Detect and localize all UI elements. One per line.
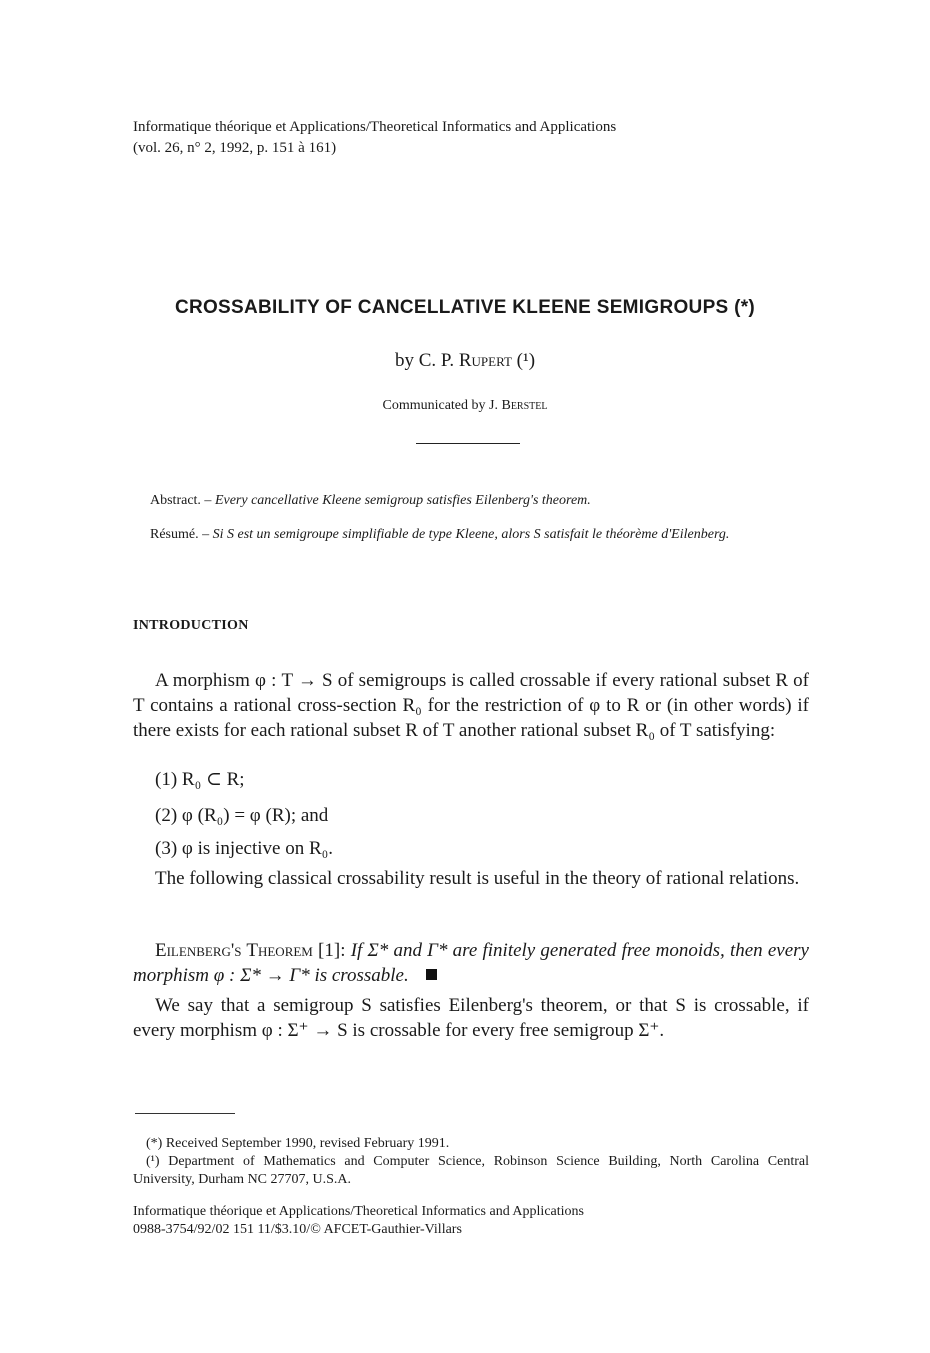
paper-title: CROSSABILITY OF CANCELLATIVE KLEENE SEMIGROUPS (*) — [174, 297, 756, 318]
journal-header — [133, 117, 833, 159]
author-name: Rupert — [458, 350, 512, 371]
resume-text: Si S est un semigroupe simplifiable de type Kleene, alors S satisfait le théorème d'Eilenberg. — [212, 527, 730, 542]
author-note: (¹) — [516, 350, 536, 371]
title-divider — [416, 443, 520, 444]
footnote-2: (¹) Department of Mathematics and Computer Science, Robinson Science Building, North Carolina Central University, Durham NC 27707, U.S.A. — [133, 1154, 809, 1187]
theorem — [133, 938, 809, 988]
paragraph-3: We say that a semigroup S satisfies Eilenberg's theorem, or that S is crossable, if every morphism φ : Σ⁺ → S is crossable for every free semigroup Σ⁺. — [133, 995, 809, 1041]
paragraph-1: A morphism φ : T → S of semigroups is called crossable if every rational subset R of T contains a rational cross-section R₀ for the restriction of φ to R or (in other words) if there exists for each rational subset R of T another rational subset R₀ of T satisfying: — [133, 670, 809, 741]
author-prefix: by C. P. — [394, 350, 455, 371]
paragraph-2: The following classical crossability result is useful in the theory of rational relations. — [155, 868, 800, 889]
communicated-prefix: Communicated by J. — [382, 398, 498, 413]
footnote-divider — [135, 1113, 235, 1114]
qed-square-icon — [426, 969, 437, 980]
abstract-label: Abstract. – — [150, 493, 212, 508]
abstract-text: Every cancellative Kleene semigroup satisfies Eilenberg's theorem. — [214, 493, 591, 508]
communicated-by — [0, 398, 930, 414]
condition-1: (1) R₀ ⊂ R; — [155, 769, 245, 790]
abstract — [150, 491, 810, 511]
page-footer — [133, 1203, 833, 1239]
section-heading: INTRODUCTION — [133, 618, 249, 633]
journal-line-1: Informatique théorique et Applications/Theoretical Informatics and Applications — [133, 119, 617, 135]
condition-2: (2) φ (R₀) = φ (R); and — [155, 805, 329, 826]
resume — [133, 525, 810, 545]
theorem-text: If Σ* and Γ* are finitely generated free monoids, then every morphism φ : Σ* → Γ* is crossable. — [133, 940, 809, 986]
resume-label: Résumé. – — [150, 527, 210, 542]
theorem-label: Eilenberg's Theorem [1]: — [155, 940, 346, 961]
author-line — [0, 350, 930, 372]
condition-3: (3) φ is injective on R₀. — [155, 838, 334, 859]
journal-line-2: (vol. 26, n° 2, 1992, p. 151 à 161) — [133, 140, 337, 156]
communicator-name: Berstel — [501, 398, 548, 413]
footer-line-2: 0988-3754/92/02 151 11/$3.10/© AFCET-Gauthier-Villars — [133, 1222, 462, 1237]
footer-line-1: Informatique théorique et Applications/Theoretical Informatics and Applications — [133, 1204, 584, 1219]
footnote-1: (*) Received September 1990, revised February 1991. — [146, 1136, 450, 1151]
